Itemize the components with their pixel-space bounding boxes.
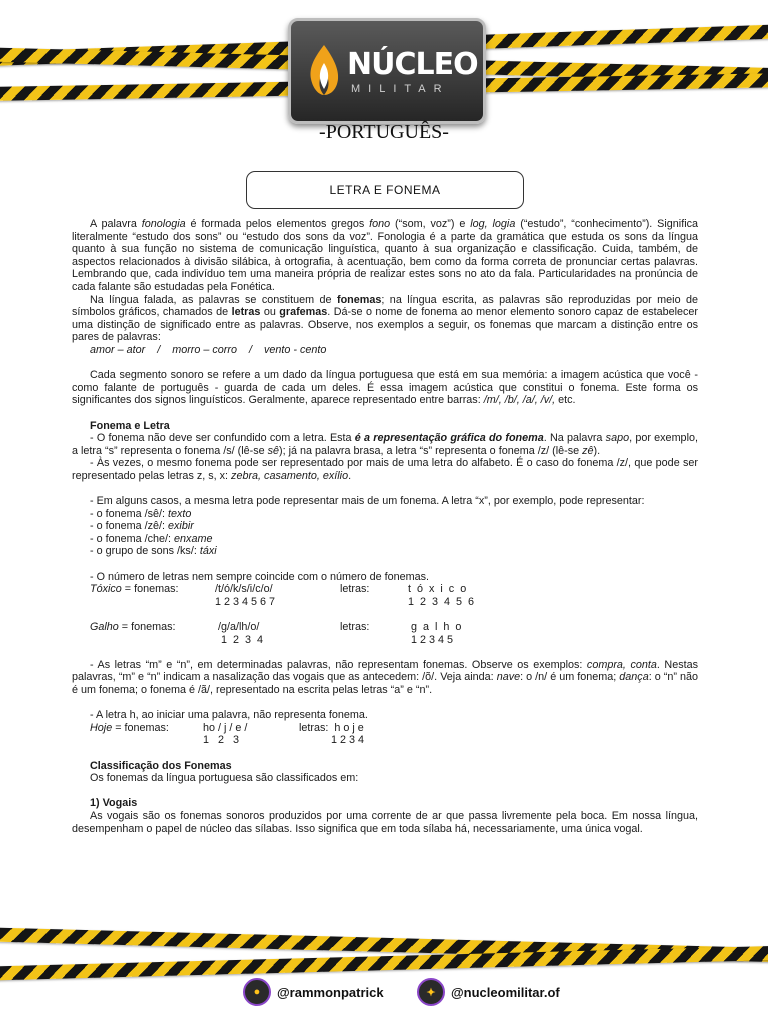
example-galho-count: 1 2 3 4 1 2 3 4 5	[215, 633, 454, 646]
flame-icon	[307, 43, 341, 97]
flame-logo-icon: ✦	[417, 978, 445, 1006]
paragraph-fonema-letra-1: - O fonema não deve ser confundido com a letra. Esta é a representação gráfica do fonema. Na palavra sapo, por exemplo, a letra “s” representa o fonema /s/ (lê-se sê); já na palavra brasa, a letra “s” representa o fonema /z/ (lê-se zê).	[72, 432, 698, 457]
paragraph-classificacao: Os fonemas da língua portuguesa são classificados em:	[90, 772, 359, 785]
instagram-handle-nucleo[interactable]	[417, 978, 560, 1006]
examples-pairs: amor – ator / morro – corro / vento - cento	[90, 343, 327, 356]
heading-fonema-letra: Fonema e Letra	[90, 419, 170, 432]
subject-title: -PORTUGUÊS-	[319, 121, 449, 143]
example-galho: Galho = fonemas: /g/a/lh/o/ letras: g a l h o	[90, 621, 462, 633]
list-item: - o grupo de sons /ks/: táxi	[90, 545, 217, 558]
avatar-icon: ●	[243, 978, 271, 1006]
example-toxico-count: 1 2 3 4 5 6 7 1 2 3 4 5 6	[215, 595, 475, 608]
paragraph-numero-letras: - O número de letras nem sempre coincide com o número de fonemas.	[90, 570, 430, 583]
paragraph-fonema-letra-2: - Às vezes, o mesmo fonema pode ser representado por mais de uma letra do alfabeto. É o caso do fonema /z/, que pode ser representado pelas letras z, s, x: zebra, casamento, exílio.	[72, 457, 698, 482]
logo-name: NÚCLEO	[347, 47, 478, 82]
section-title-box	[246, 171, 524, 209]
document-body	[72, 218, 698, 835]
footer	[0, 978, 768, 1006]
paragraph-letra-x: - Em alguns casos, a mesma letra pode representar mais de um fonema. A letra “x”, por exemplo, pode representar:	[90, 495, 645, 508]
example-hoje-count: 1 2 3 1 2 3 4	[203, 734, 365, 747]
paragraph-m-n: - As letras “m” e “n”, em determinadas palavras, não representam fonemas. Observe os exemplos: compra, conta. Nestas palavras, “m” e “n” indicam a nasalização das vogais que as antecedem: /õ/. Veja ainda: nave: o /n/ é um fonema; dança: o “n” não é um fonema; o fonema é /ã/, representado na escrita pelas letras “a” e “n”.	[72, 658, 699, 696]
list-item: - o fonema /zê/: exibir	[90, 520, 194, 533]
logo-subtitle: MILITAR	[351, 83, 450, 95]
example-hoje: Hoje = fonemas: ho / j / e / letras: h o j e	[90, 721, 364, 734]
paragraph-fonemas: Na língua falada, as palavras se constituem de fonemas; na língua escrita, as palavras são reproduzidas por meio de símbolos gráficos, chamados de letras ou grafemas. Dá-se o nome de fonema ao menor elemento sonoro capaz de estabelecer uma distinção de significado entre as palavras. Observe, nos exemplos a seguir, os fonemas que marcam a distinção entre os pares de palavras:	[72, 293, 699, 344]
heading-classificacao: Classificação dos Fonemas	[90, 759, 232, 772]
nucleo-militar-logo	[288, 18, 486, 124]
handle-rammon: @rammonpatrick	[277, 984, 384, 1000]
instagram-handle-rammon[interactable]	[243, 978, 384, 1006]
paragraph-letra-h: - A letra h, ao iniciar uma palavra, não representa fonema.	[90, 709, 368, 722]
section-title: LETRA E FONEMA	[329, 183, 441, 197]
heading-vogais: 1) Vogais	[90, 797, 138, 810]
list-item: - o fonema /che/: enxame	[90, 532, 213, 545]
paragraph-vogais: As vogais são os fonemas sonoros produzidos por uma corrente de ar que passa livremente pela boca. Em nossa língua, desempenham o papel de núcleo das sílabas. Isso significa que em toda sílaba há, necessariamente, uma única vogal.	[72, 809, 698, 835]
example-toxico: Tóxico = fonemas: /t/ó/k/s/i/c/o/ letras: t ó x i c o	[90, 583, 467, 596]
list-item: - o fonema /sê/: texto	[90, 507, 192, 520]
paragraph-intro: A palavra fonologia é formada pelos elementos gregos fono (“som, voz”) e log, logia (“estudo”, “conhecimento”). Significa literalmente “estudo dos sons” ou “estudo dos sons da voz”. Fonologia é a parte da gramática que estuda os sons da língua quanto à sua função no sistema de comunicação linguística, quanto à sua organização e classificação. Cuida, também, de aspectos relacionados à divisão silábica, à ortografia, à acentuação, bem como da forma correta de pronunciar certas palavras. Lembrando que, cada indivíduo tem uma maneira própria de realizar estes sons no ato da fala. Particularidades na pronúncia de cada falante são estudadas pela Fonética.	[72, 218, 698, 293]
paragraph-segmento: Cada segmento sonoro se refere a um dado da língua portuguesa que está em sua memória: a imagem acústica que você - como falante de português - guarda de cada um deles. É essa imagem acústica que constitui o fonema. Este forma os significantes dos signos linguísticos. Geralmente, aparece representado entre barras: /m/, /b/, /a/, /v/, etc.	[72, 369, 698, 407]
handle-nucleo: @nucleomilitar.of	[451, 984, 560, 1000]
